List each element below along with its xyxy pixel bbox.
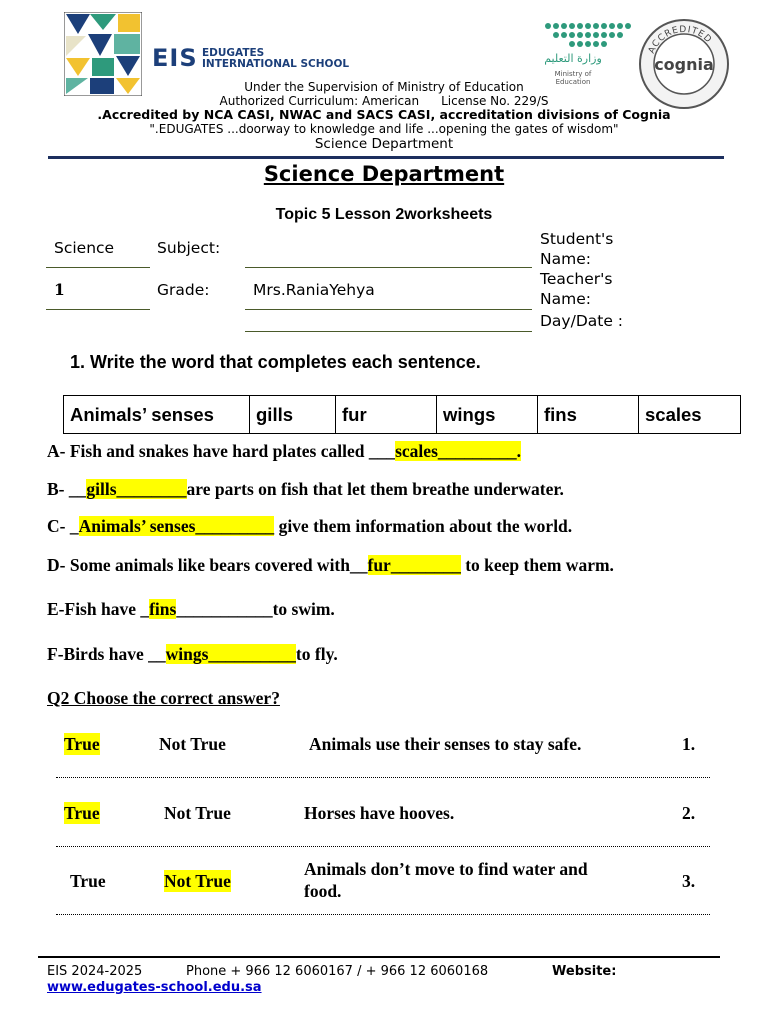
- grade-value-underline: [46, 309, 150, 310]
- curriculum-text: Authorized Curriculum: American: [219, 94, 420, 108]
- row-number: 3.: [682, 871, 696, 891]
- svg-text:cognia: cognia: [654, 55, 714, 74]
- word-bank-cell: scales: [639, 396, 741, 434]
- footer-website-label: Website:: [552, 964, 617, 979]
- answer-blank[interactable]: gills________: [86, 479, 187, 499]
- school-name-line1: EDUGATES: [202, 47, 265, 59]
- sentence-e: E-Fish have _fins___________to swim.: [47, 599, 335, 619]
- word-bank-cell: Animals’ senses: [64, 396, 250, 434]
- answer-blank[interactable]: scales_________.: [395, 441, 522, 461]
- row-number: 2.: [682, 803, 696, 823]
- row-divider: [56, 846, 710, 847]
- option-not-true[interactable]: Not True: [164, 803, 231, 823]
- subject-value-underline: [46, 267, 150, 268]
- word-bank-cell: fur: [336, 396, 437, 434]
- answer-blank[interactable]: fins: [149, 599, 177, 619]
- sentence-b: B- __gills________are parts on fish that let them breathe underwater.: [47, 479, 564, 499]
- ministry-logo: [540, 18, 636, 86]
- word-bank-table: [63, 395, 741, 434]
- statement-text: Animals use their senses to stay safe.: [309, 734, 582, 754]
- answer-blank[interactable]: fur________: [367, 555, 461, 575]
- school-mark: EIS: [152, 44, 198, 72]
- footer-year: EIS 2024-2025: [47, 964, 143, 979]
- supervision-line: Under the Supervision of Ministry of Education: [244, 80, 524, 94]
- grade-label: Grade:: [157, 281, 210, 299]
- answer-blank[interactable]: wings__________: [165, 644, 296, 664]
- row-number: 1.: [682, 734, 696, 754]
- teacher-name-value: Mrs.RaniaYehya: [253, 281, 375, 299]
- header-department: Science Department: [314, 136, 454, 152]
- sentence-a: A- Fish and snakes have hard plates called ___scales_________.: [47, 441, 522, 461]
- header-divider: [48, 156, 724, 159]
- word-bank-cell: gills: [250, 396, 336, 434]
- student-label: Student's Name:: [540, 230, 614, 268]
- teacher-name-underline: [245, 309, 532, 310]
- teacher-label: Teacher's Name:: [540, 270, 613, 308]
- sentence-f: F-Birds have __wings__________to fly.: [47, 644, 338, 664]
- row-divider: [56, 777, 710, 778]
- ministry-arabic-name: وزارة التعليم: [544, 52, 602, 65]
- student-name-field[interactable]: [245, 267, 532, 268]
- sentence-d: D- Some animals like bears covered with__fur________ to keep them warm.: [47, 555, 614, 575]
- date-label: Day/Date :: [540, 312, 624, 330]
- accreditation-line: .Accredited by NCA CASI, NWAC and SACS CASI, accreditation divisions of Cognia: [97, 107, 671, 122]
- statement-text: Animals don’t move to find water and food.: [304, 859, 588, 901]
- footer-phone: Phone + 966 12 6060167 / + 966 12 6060168: [186, 964, 489, 979]
- word-bank-cell: fins: [538, 396, 639, 434]
- svg-text:ACCREDITED: ACCREDITED: [647, 24, 714, 56]
- row-divider: [56, 914, 710, 915]
- sentence-c: C- _Animals’ senses_________ give them information about the world.: [47, 516, 573, 536]
- option-not-true[interactable]: Not True: [164, 871, 231, 891]
- subject-label: Subject:: [157, 239, 221, 257]
- answer-blank[interactable]: Animals’ senses_________: [78, 516, 275, 536]
- school-name-line2: INTERNATIONAL SCHOOL: [202, 58, 350, 70]
- ministry-english-name: Ministry of Education: [554, 70, 592, 86]
- topic-title: Topic 5 Lesson 2worksheets: [275, 206, 493, 223]
- page-title: Science Department: [263, 162, 505, 186]
- option-not-true[interactable]: Not True: [159, 734, 226, 754]
- option-true[interactable]: True: [64, 803, 100, 823]
- subject-value: Science: [54, 239, 115, 257]
- date-field[interactable]: [245, 331, 532, 332]
- motto-line: ".EDUGATES ...doorway to knowledge and life ...opening the gates of wisdom": [149, 122, 619, 136]
- word-bank-cell: wings: [437, 396, 538, 434]
- curriculum-line: [0, 94, 768, 108]
- q2-heading: Q2 Choose the correct answer?: [47, 688, 280, 708]
- school-name: [202, 48, 349, 70]
- option-true[interactable]: True: [70, 871, 106, 891]
- grade-value: 1: [54, 280, 65, 299]
- ministry-dots-icon: [540, 18, 636, 52]
- license-text: License No. 229/S: [441, 94, 549, 108]
- q1-heading: 1. Write the word that completes each sentence.: [70, 352, 481, 372]
- footer-divider: [38, 956, 720, 958]
- option-true[interactable]: True: [64, 734, 100, 754]
- statement-text: Horses have hooves.: [304, 803, 455, 823]
- footer-website-link[interactable]: www.edugates-school.edu.sa: [47, 980, 262, 995]
